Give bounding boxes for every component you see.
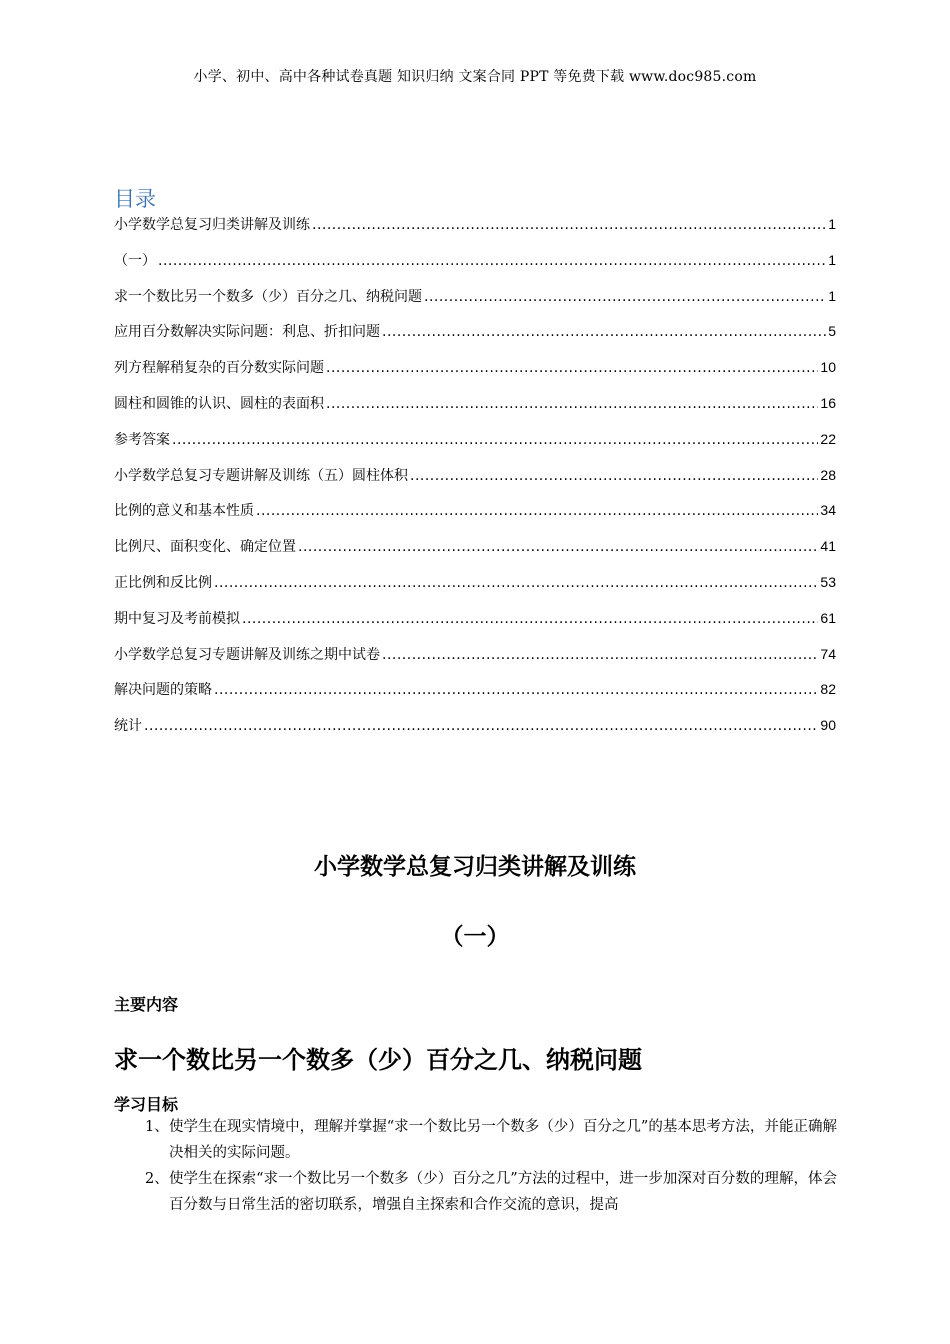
- toc-leader-dots: [424, 285, 826, 309]
- toc-entry-title: 小学数学总复习专题讲解及训练之期中试卷: [114, 646, 380, 663]
- toc-entry-title: 期中复习及考前模拟: [114, 610, 240, 627]
- toc-entry[interactable]: [114, 606, 836, 642]
- toc-leader-dots: [312, 213, 826, 237]
- toc-entry-title: 圆柱和圆锥的认识、圆柱的表面积: [114, 395, 324, 412]
- toc-entry-page: 16: [820, 394, 836, 411]
- toc-entry-page: 34: [820, 502, 836, 519]
- toc-entry-page: 5: [828, 323, 836, 340]
- section-heading-main-content: 主要内容: [114, 995, 179, 1014]
- toc-entry-page: 53: [820, 573, 836, 590]
- toc-entry-title: 小学数学总复习归类讲解及训练: [114, 217, 310, 233]
- toc-entry[interactable]: [114, 534, 836, 570]
- toc-entry[interactable]: [114, 463, 836, 499]
- goal-text: 使学生在现实情境中，理解并掌握“求一个数比另一个数多（少）百分之几”的基本思考方法，并能正确解决相关的实际问题。: [169, 1119, 837, 1161]
- toc-leader-dots: [382, 320, 826, 344]
- toc-leader-dots: [214, 678, 818, 702]
- toc-entry-page: 82: [820, 681, 836, 698]
- toc-entry[interactable]: [114, 319, 836, 355]
- toc-entry-title: 正比例和反比例: [114, 574, 212, 591]
- toc-entry-title: 应用百分数解决实际问题：利息、折扣问题: [114, 324, 380, 341]
- toc-entry-title: 求一个数比另一个数多（少）百分之几、纳税问题: [114, 288, 422, 305]
- toc-entry-page: 28: [820, 466, 836, 483]
- section-heading-learning-goals: 学习目标: [114, 1095, 179, 1114]
- toc-entry-page: 90: [820, 717, 836, 734]
- table-of-contents: [114, 212, 836, 749]
- toc-entry-title: 参考答案: [114, 431, 170, 448]
- toc-entry-page: 74: [820, 645, 836, 662]
- toc-entry-page: 61: [820, 609, 836, 626]
- main-title: 小学数学总复习归类讲解及训练: [314, 854, 636, 880]
- toc-leader-dots: [158, 249, 826, 273]
- sub-title: （一）: [440, 924, 510, 950]
- topic-heading: 求一个数比另一个数多（少）百分之几、纳税问题: [114, 1046, 642, 1074]
- toc-entry[interactable]: [114, 642, 836, 678]
- toc-entry[interactable]: [114, 427, 836, 463]
- toc-entry-title: 统计: [114, 718, 142, 735]
- toc-leader-dots: [256, 499, 818, 523]
- toc-entry-title: 比例尺、面积变化、确定位置: [114, 539, 296, 556]
- toc-entry-title: 比例的意义和基本性质: [114, 503, 254, 520]
- toc-entry-page: 1: [828, 251, 836, 268]
- toc-entry[interactable]: [114, 355, 836, 391]
- toc-entry-title: 列方程解稍复杂的百分数实际问题: [114, 360, 324, 377]
- toc-entry[interactable]: [114, 284, 836, 320]
- toc-entry[interactable]: [114, 391, 836, 427]
- goal-number: 2、: [145, 1171, 169, 1187]
- toc-leader-dots: [326, 392, 818, 416]
- toc-leader-dots: [214, 571, 818, 595]
- toc-entry-page: 41: [820, 538, 836, 555]
- toc-leader-dots: [382, 643, 818, 667]
- toc-entry[interactable]: [114, 498, 836, 534]
- toc-leader-dots: [172, 428, 818, 452]
- toc-entry-page: 1: [828, 287, 836, 304]
- goal-text: 使学生在探索“求一个数比另一个数多（少）百分之几”方法的过程中，进一步加深对百分数的理解，体会百分数与日常生活的密切联系，增强自主探索和合作交流的意识，提高: [169, 1171, 837, 1213]
- toc-entry[interactable]: [114, 248, 836, 284]
- toc-leader-dots: [242, 607, 818, 631]
- toc-title: 目录: [114, 187, 156, 211]
- page-header: 小学、初中、高中各种试卷真题 知识归纳 文案合同 PPT 等免费下载 www.doc985.com: [193, 69, 757, 85]
- toc-entry[interactable]: [114, 212, 836, 248]
- goal-number: 1、: [145, 1119, 169, 1135]
- toc-leader-dots: [326, 356, 818, 380]
- goal-item: [145, 1166, 837, 1218]
- toc-entry-title: （一）: [114, 252, 156, 269]
- toc-leader-dots: [144, 714, 818, 738]
- toc-leader-dots: [298, 535, 818, 559]
- toc-entry-page: 10: [820, 359, 836, 376]
- toc-entry-page: 22: [820, 430, 836, 447]
- toc-entry-title: 小学数学总复习专题讲解及训练（五）圆柱体积: [114, 467, 408, 484]
- toc-entry-page: 1: [828, 216, 836, 232]
- goal-item: [145, 1114, 837, 1166]
- toc-entry[interactable]: [114, 713, 836, 749]
- toc-leader-dots: [410, 464, 818, 488]
- toc-entry[interactable]: [114, 570, 836, 606]
- toc-entry-title: 解决问题的策略: [114, 682, 212, 699]
- toc-entry[interactable]: [114, 677, 836, 713]
- goal-list: [145, 1114, 837, 1218]
